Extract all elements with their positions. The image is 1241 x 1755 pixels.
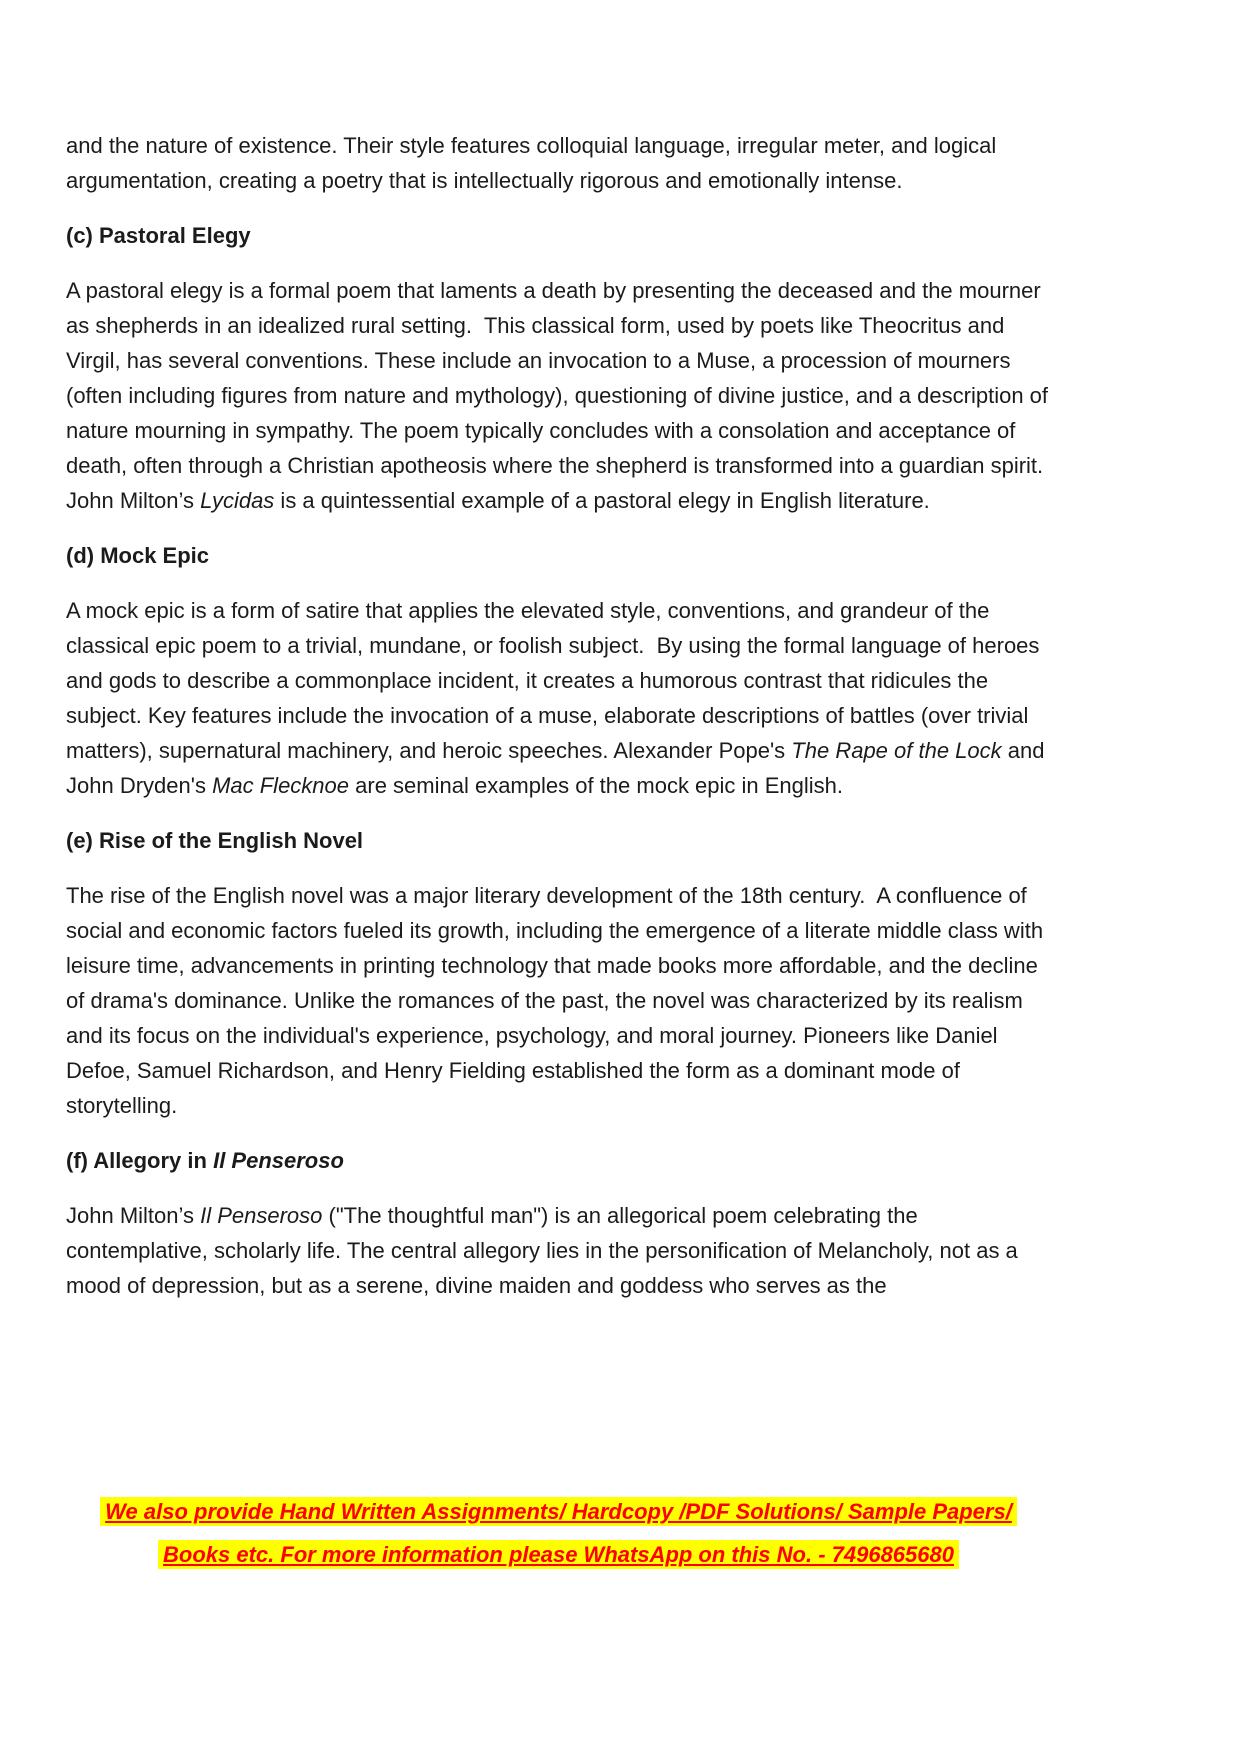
paragraph-mock-epic [66,593,1051,803]
footer-line [66,1492,1051,1535]
heading-f-allegory-il-penseroso [66,1143,1051,1178]
text-run: and the nature of existence. Their style features colloquial language, irregular meter, and logical argumentation, creating a poetry that is intellectually rigorous and emotionally intense. [66,133,1003,193]
heading-e-rise-of-english-novel [66,823,1051,858]
text-run: are seminal examples of the mock epic in English. [349,773,844,798]
text-run: (c) Pastoral Elegy [66,223,251,248]
text-run: is a quintessential example of a pastoral elegy in English literature. [274,488,930,513]
text-run: ("The thoughtful man") is an allegorical poem celebrating the contemplative, scholarly life. The central allegory lies in the personification of Melancholy, not as a mood of depression, but as a serene, divine maiden and goddess who serves as the [66,1203,1024,1298]
italic-text-run: Il Penseroso [200,1203,323,1228]
footer-line [66,1535,1051,1578]
italic-text-run: Il Penseroso [213,1148,344,1173]
paragraph-metaphysical-continuation [66,128,1051,198]
footer-highlighted-text: Books etc. For more information please WhatsApp on this No. - 7496865680 [158,1540,959,1569]
footer-banner [66,1492,1051,1578]
text-run: A mock epic is a form of satire that applies the elevated style, conventions, and grandeur of the classical epic poem to a trivial, mundane, or foolish subject. By using the formal language of heroes and gods to describe a commonplace incident, it creates a humorous contrast that ridicules the subject. Key features include the invocation of a muse, elaborate descriptions of battles (over trivial matters), supernatural machinery, and heroic speeches. Alexander Pope's [66,598,1046,763]
paragraph-pastoral-elegy [66,273,1055,518]
document-content [66,128,1055,1323]
paragraph-rise-of-english-novel [66,878,1051,1123]
text-run: The rise of the English novel was a major literary development of the 18th century. A confluence of social and economic factors fueled its growth, including the emergence of a literate middle class with leisure time, advancements in printing technology that made books more affordable, and the decline of drama's dominance. Unlike the romances of the past, the novel was characterized by its realism and its focus on the individual's experience, psychology, and moral journey. Pioneers like Daniel Defoe, Samuel Richardson, and Henry Fielding established the form as a dominant mode of storytelling. [66,883,1050,1118]
text-run: (f) Allegory in [66,1148,214,1173]
text-run: A pastoral elegy is a formal poem that laments a death by presenting the deceased and the mourner as shepherds in an idealized rural setting. This classical form, used by poets like Theocritus and Virgil, has several conventions. These include an invocation to a Muse, a procession of mourners (often including figures from nature and mythology), questioning of divine justice, and a description of nature mourning in sympathy. The poem typically concludes with a consolation and acceptance of death, often through a Christian apotheosis where the shepherd is transformed into a guardian spirit. John Milton’s [66,278,1055,513]
heading-d-mock-epic [66,538,1051,573]
italic-text-run: Mac Flecknoe [212,773,350,798]
text-run: and John Dryden's [66,738,1051,798]
italic-text-run: The Rape of the Lock [791,738,1002,763]
text-run: (e) Rise of the English Novel [66,828,364,853]
paragraph-il-penseroso [66,1198,1051,1303]
heading-c-pastoral-elegy [66,218,1051,253]
italic-text-run: Lycidas [200,488,275,513]
text-run: John Milton’s [66,1203,201,1228]
footer-highlighted-text: We also provide Hand Written Assignments/ Hardcopy /PDF Solutions/ Sample Papers/ [100,1497,1017,1526]
text-run: (d) Mock Epic [66,543,210,568]
